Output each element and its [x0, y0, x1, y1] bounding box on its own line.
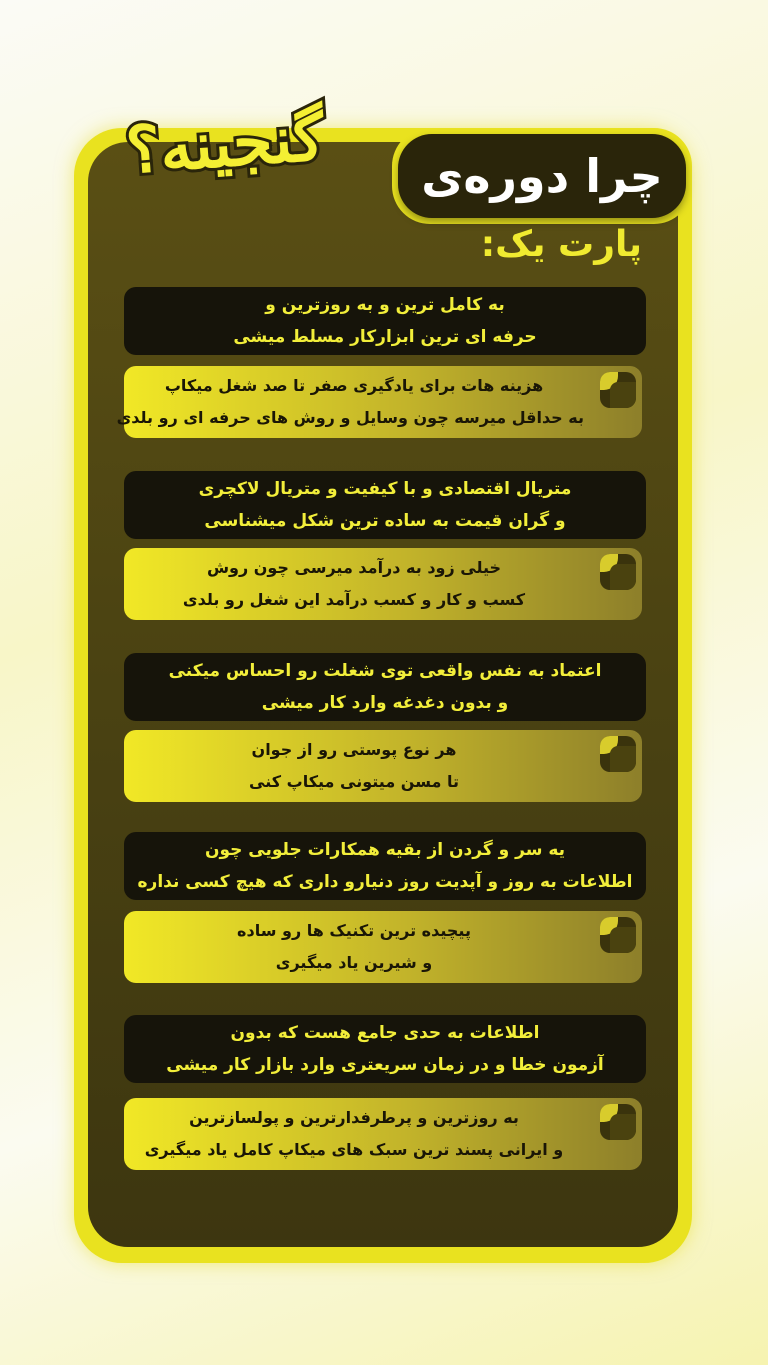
headline-line: و گران قیمت به ساده ترین شکل میشناسی	[204, 511, 566, 531]
logo-text: گنجینه؟	[123, 99, 327, 189]
part-label: پارت یک:	[480, 224, 642, 265]
headline-line: اطلاعات به روز و آپدیت روز دنیارو داری که هیچ کسی نداره	[137, 872, 633, 892]
folder-tab-icon	[600, 372, 636, 408]
feature-headline-4	[124, 832, 646, 900]
detail-line: هزینه هات برای یادگیری صفر تا صد شغل میکاپ	[164, 376, 544, 395]
detail-line: به روزترین و پرطرفدارترین و پولسازترین	[189, 1108, 519, 1127]
feature-detail-2	[124, 548, 642, 620]
feature-headline-3	[124, 653, 646, 721]
feature-headline-2	[124, 471, 646, 539]
folder-tab-icon	[600, 917, 636, 953]
feature-headline-5	[124, 1015, 646, 1083]
feature-detail-4	[124, 911, 642, 983]
detail-line: به حداقل میرسه چون وسایل و روش های حرفه ای رو بلدی	[116, 408, 584, 427]
folder-tab-icon	[600, 1104, 636, 1140]
headline-line: حرفه ای ترین ابزارکار مسلط میشی	[233, 327, 537, 347]
folder-tab-icon	[600, 554, 636, 590]
detail-line: کسب و کار و کسب درآمد این شغل رو بلدی	[182, 590, 526, 609]
headline-line: به کامل ترین و به روزترین و	[265, 295, 505, 315]
feature-detail-1	[116, 366, 642, 438]
headline-line: یه سر و گردن از بقیه همکارات جلویی چون	[204, 840, 566, 860]
feature-detail-3	[124, 730, 642, 802]
feature-detail-5	[124, 1098, 642, 1170]
headline-line: و بدون دغدغه وارد کار میشی	[261, 693, 509, 713]
detail-line: تا مسن میتونی میکاپ کنی	[249, 772, 459, 791]
headline-line: اطلاعات به حدی جامع هست که بدون	[230, 1023, 540, 1043]
page-title: چرا دوره‌ی	[421, 149, 663, 203]
headline-line: متریال اقتصادی و با کیفیت و متریال لاکچری	[198, 479, 572, 499]
headline-line: آزمون خطا و در زمان سریعتری وارد بازار کار میشی	[166, 1055, 604, 1075]
feature-headline-1	[124, 287, 646, 355]
detail-line: هر نوع پوستی رو از جوان	[251, 740, 457, 759]
detail-line: خیلی زود به درآمد میرسی چون روش	[206, 558, 502, 577]
logo	[60, 84, 390, 204]
detail-line: و شیرین یاد میگیری	[275, 953, 433, 972]
headline-line: اعتماد به نفس واقعی توی شغلت رو احساس میکنی	[168, 661, 602, 681]
folder-tab-icon	[600, 736, 636, 772]
detail-line: و ایرانی پسند ترین سبک های میکاپ کامل یاد میگیری	[144, 1140, 564, 1159]
detail-line: پیچیده ترین تکنیک ها رو ساده	[237, 921, 471, 940]
